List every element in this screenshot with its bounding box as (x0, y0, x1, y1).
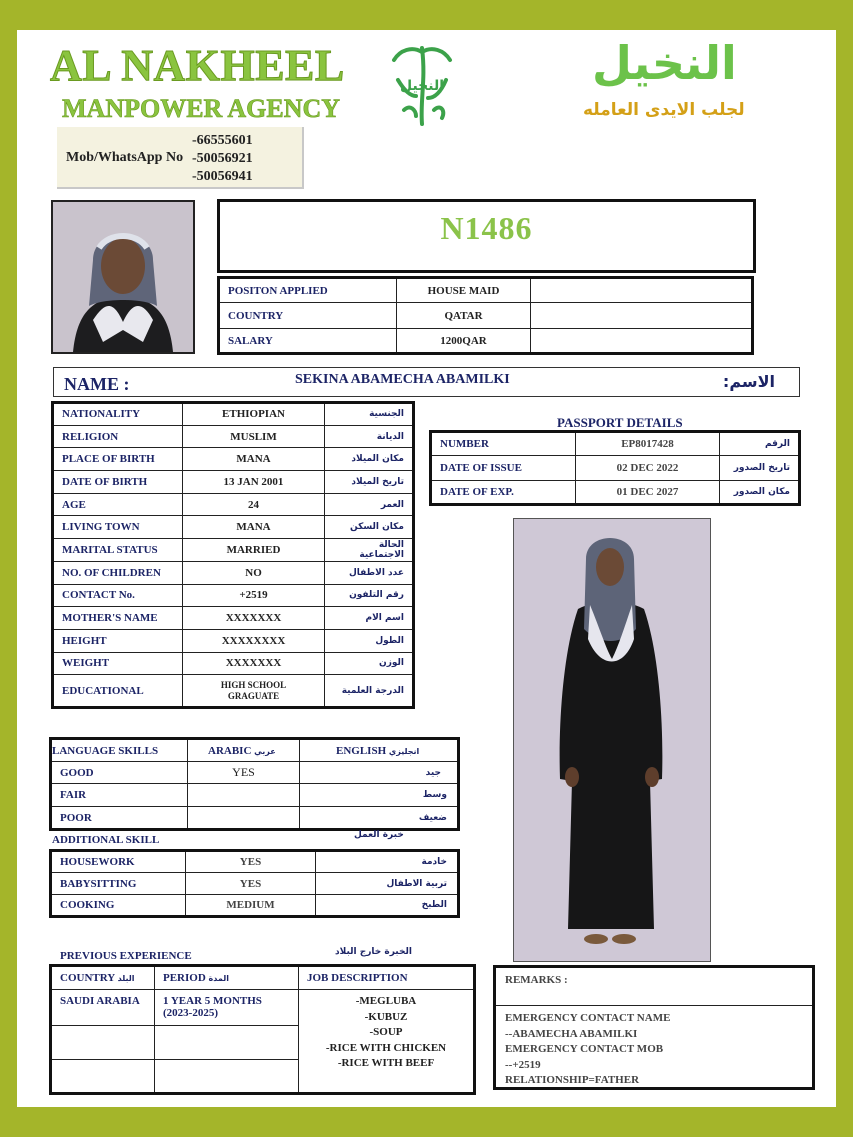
palm-calligraphy-logo (386, 40, 458, 128)
table-row (51, 895, 459, 917)
detail-label: LIVING TOWN (53, 516, 183, 539)
position-label: POSITON APPLIED (219, 278, 397, 303)
reference-box (217, 199, 756, 273)
position-value: HOUSE MAID (397, 278, 531, 303)
table-row (51, 873, 459, 895)
salary-label: SALARY (219, 329, 397, 354)
poor-label: POOR (51, 807, 188, 830)
job-item: -KUBUZ (364, 1010, 408, 1023)
detail-value: NO (183, 561, 325, 584)
detail-label: HEIGHT (53, 629, 183, 652)
remarks-label: REMARKS : (505, 974, 568, 986)
detail-label-ar: العمر (325, 493, 414, 516)
detail-value: HIGH SCHOOL GRAGUATE (183, 675, 325, 708)
table-row (431, 456, 800, 481)
detail-label: MOTHER'S NAME (53, 607, 183, 630)
passport-number-label-ar: الرقم (720, 432, 800, 456)
additional-skills-table (49, 849, 460, 918)
detail-label-ar: الطول (325, 629, 414, 652)
detail-value: ETHIOPIAN (183, 403, 325, 426)
empty-cell (531, 303, 753, 329)
table-row (51, 762, 459, 784)
experience-title: PREVIOUS EXPERIENCE (60, 950, 192, 962)
table-row (51, 851, 459, 873)
empty-cell (51, 1026, 155, 1060)
table-row (219, 278, 753, 303)
empty-cell (51, 1060, 155, 1094)
agency-title: AL NAKHEEL (50, 41, 345, 90)
detail-label-ar: عدد الاطفال (325, 561, 414, 584)
detail-label-ar: اسم الام (325, 607, 414, 630)
experience-table (49, 964, 476, 1095)
table-row (53, 403, 414, 426)
remarks-divider (496, 1005, 812, 1006)
detail-value: XXXXXXXX (183, 629, 325, 652)
detail-label-ar: الدرجة العلمية (325, 675, 414, 708)
cooking-label-ar: الطبخ (316, 895, 459, 917)
good-label-ar: جيد (300, 762, 459, 784)
empty-cell (155, 1026, 299, 1060)
table-row (51, 739, 459, 762)
table-row (53, 652, 414, 675)
candidate-name: SEKINA ABAMECHA ABAMILKI (295, 372, 510, 387)
fair-label-ar: وسط (300, 784, 459, 807)
detail-label: PLACE OF BIRTH (53, 448, 183, 471)
detail-label-ar: الحالة الاجتماعية (325, 539, 414, 562)
babysitting-value: YES (186, 873, 316, 895)
table-row (51, 784, 459, 807)
table-row (51, 990, 475, 1026)
table-row (53, 425, 414, 448)
detail-label: MARITAL STATUS (53, 539, 183, 562)
table-row (431, 432, 800, 456)
job-item: -RICE WITH CHICKEN (325, 1041, 447, 1054)
country-value: QATAR (397, 303, 531, 329)
detail-label: EDUCATIONAL (53, 675, 183, 708)
detail-label-ar: مكان الميلاد (325, 448, 414, 471)
table-row (219, 329, 753, 354)
table-row (53, 584, 414, 607)
detail-label: RELIGION (53, 425, 183, 448)
table-row (53, 607, 414, 630)
experience-period: 1 YEAR 5 MONTHS (2023-2025) (155, 990, 299, 1026)
agency-subtitle: MANPOWER AGENCY (62, 94, 341, 123)
arabic-good-value: YES (188, 762, 300, 784)
table-row (53, 629, 414, 652)
period-column-header: PERIOD المدة (155, 966, 299, 990)
detail-value: MANA (183, 448, 325, 471)
portrait-photo (51, 200, 195, 354)
detail-value: MANA (183, 516, 325, 539)
detail-label: NATIONALITY (53, 403, 183, 426)
table-row (53, 516, 414, 539)
personal-details-table (51, 401, 415, 709)
country-column-header: COUNTRY البلد (51, 966, 155, 990)
passport-title: PASSPORT DETAILS (557, 415, 683, 430)
housework-label: HOUSEWORK (51, 851, 186, 873)
phone-box (57, 127, 304, 189)
experience-title-ar: الخبرة خارج البلاد (335, 947, 412, 957)
table-row (219, 303, 753, 329)
svg-text:النخيل: النخيل (399, 78, 445, 94)
detail-label-ar: الديانة (325, 425, 414, 448)
name-bar (53, 367, 800, 397)
agency-subtitle-ar: لجلب الايدى العامله (583, 100, 745, 120)
expiry-date-label: DATE OF EXP. (431, 481, 576, 505)
detail-value: 24 (183, 493, 325, 516)
agency-title-ar: النخيل (592, 36, 737, 90)
job-item: -MEGLUBA (355, 995, 417, 1007)
phone-number: -50056921 (192, 151, 253, 166)
issue-date-label-ar: تاريخ الصدور (720, 456, 800, 481)
arabic-poor-value (188, 807, 300, 830)
empty-cell (531, 329, 753, 354)
detail-label-ar: الوزن (325, 652, 414, 675)
phone-number: -66555601 (192, 133, 253, 148)
expiry-date-label-ar: مكان الصدور (720, 481, 800, 505)
detail-value: XXXXXXX (183, 652, 325, 675)
emergency-contact: EMERGENCY CONTACT NAME --ABAMECHA ABAMILKI EMERGENCY CONTACT MOB --+2519 RELATIONSHIP=FATHER (505, 1012, 671, 1087)
name-label-ar: الاسم: (722, 372, 775, 391)
salary-value: 1200QAR (397, 329, 531, 354)
job-column-header: JOB DESCRIPTION (299, 966, 475, 990)
position-table (217, 276, 754, 355)
reference-number: N1486 (440, 210, 533, 246)
empty-cell (155, 1060, 299, 1094)
babysitting-label-ar: تربية الاطفال (316, 873, 459, 895)
detail-label: CONTACT No. (53, 584, 183, 607)
phone-label: Mob/WhatsApp No (66, 150, 184, 165)
job-description-list (299, 990, 475, 1094)
issue-date-value: 02 DEC 2022 (576, 456, 720, 481)
table-row (51, 966, 475, 990)
empty-cell (531, 278, 753, 303)
detail-label-ar: تاريخ الميلاد (325, 471, 414, 494)
phone-number: -50056941 (192, 169, 253, 184)
detail-label: DATE OF BIRTH (53, 471, 183, 494)
cooking-value: MEDIUM (186, 895, 316, 917)
detail-label: AGE (53, 493, 183, 516)
table-row (53, 471, 414, 494)
passport-number-label: NUMBER (431, 432, 576, 456)
remarks-box (493, 965, 815, 1090)
phone-list (192, 132, 253, 186)
table-row (53, 539, 414, 562)
housework-label-ar: خادمة (316, 851, 459, 873)
table-row (53, 675, 414, 708)
detail-value: MARRIED (183, 539, 325, 562)
table-row (51, 807, 459, 830)
language-skills-table (49, 737, 460, 831)
detail-label: WEIGHT (53, 652, 183, 675)
passport-table (429, 430, 801, 506)
babysitting-label: BABYSITTING (51, 873, 186, 895)
cooking-label: COOKING (51, 895, 186, 917)
detail-label: NO. OF CHILDREN (53, 561, 183, 584)
detail-label-ar: الجنسية (325, 403, 414, 426)
issue-date-label: DATE OF ISSUE (431, 456, 576, 481)
country-label: COUNTRY (219, 303, 397, 329)
detail-label-ar: مكان السكن (325, 516, 414, 539)
table-row (53, 493, 414, 516)
arabic-header: ARABIC عربي (188, 739, 300, 762)
expiry-date-value: 01 DEC 2027 (576, 481, 720, 505)
table-row (53, 448, 414, 471)
detail-value: MUSLIM (183, 425, 325, 448)
english-header: ENGLISH انجليزي (300, 739, 459, 762)
detail-label-ar: رقم التلفون (325, 584, 414, 607)
passport-number-value: EP8017428 (576, 432, 720, 456)
detail-value: XXXXXXX (183, 607, 325, 630)
detail-value: 13 JAN 2001 (183, 471, 325, 494)
job-item: -RICE WITH BEEF (337, 1057, 435, 1069)
experience-country: SAUDI ARABIA (51, 990, 155, 1026)
arabic-fair-value (188, 784, 300, 807)
job-item: -SOUP (369, 1026, 403, 1038)
additional-skill-title: ADDITIONAL SKILL (52, 834, 160, 846)
fair-label: FAIR (51, 784, 188, 807)
name-label: NAME : (64, 374, 130, 394)
good-label: GOOD (51, 762, 188, 784)
table-row (53, 561, 414, 584)
poor-label-ar: ضعيف (300, 807, 459, 830)
housework-value: YES (186, 851, 316, 873)
additional-skill-title-ar: خبرة العمل (354, 830, 404, 840)
detail-value: +2519 (183, 584, 325, 607)
table-row (431, 481, 800, 505)
language-skills-header: LANGUAGE SKILLS (51, 739, 188, 762)
full-body-photo (513, 518, 711, 962)
